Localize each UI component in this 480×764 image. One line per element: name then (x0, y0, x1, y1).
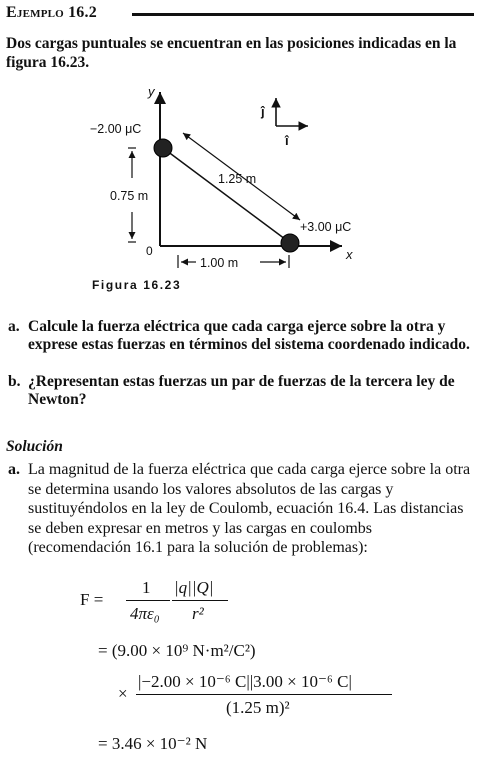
solution-part-a-text: La magnitud de la fuerza eléctrica que cada carga ejerce sobre la otra se determina usando los valores absolutos de las cargas y sustituyéndolos en la ley de Coulomb, ecuación 16.4. Las distancias se deben expresar en metros y las cargas en coulombs (recomendación 16.1 para la solución de problemas): (28, 461, 471, 556)
charge-positive (281, 234, 299, 252)
eq-frac2-den: r² (192, 604, 204, 623)
diagonal-label: 1.25 m (218, 172, 257, 186)
question-b (8, 373, 473, 409)
eq-frac1-bar (126, 600, 170, 601)
figure-16-23 (0, 70, 480, 280)
example-title: Ejemplo 16.2 (6, 4, 97, 21)
eq-frac2-num: |q||Q| (174, 578, 214, 597)
vertical-label: 0.75 m (110, 189, 149, 203)
unit-j-label: ĵ (261, 104, 265, 119)
eq-frac1-num: 1 (142, 578, 151, 597)
eq-frac1-den: 4πε₀ (130, 604, 160, 623)
unit-i-label: î (285, 133, 289, 148)
solution-part-a-label: a. (8, 461, 20, 478)
question-a-text: Calcule la fuerza eléctrica que cada carga ejerce sobre la otra y exprese estas fuerzas en términos del sistema coordenado indicado. (28, 318, 470, 353)
question-a-label: a. (8, 318, 20, 335)
solution-title: Solución (6, 438, 63, 455)
charge-negative (154, 139, 172, 157)
eq-frac3-den: (1.25 m)² (226, 698, 290, 717)
eq-lhs: F = (80, 590, 104, 609)
question-b-label: b. (8, 373, 21, 390)
solution-part-a (8, 460, 474, 558)
eq-frac3-bar (136, 694, 392, 695)
question-b-text: ¿Representan estas fuerzas un par de fuerzas de la tercera ley de Newton? (28, 373, 455, 408)
horizontal-label: 1.00 m (200, 256, 239, 270)
eq-result: = 3.46 × 10⁻² N (98, 734, 208, 753)
origin-label: 0 (146, 244, 153, 258)
problem-statement: Dos cargas puntuales se encuentran en las posiciones indicadas en la figura 16.23. (6, 35, 457, 71)
figure-caption: Figura 16.23 (92, 278, 182, 292)
eq-frac2-bar (172, 600, 228, 601)
eq-frac3-num: |−2.00 × 10⁻⁶ C||3.00 × 10⁻⁶ C| (138, 672, 352, 691)
header-rule (132, 13, 474, 16)
x-axis-label: x (346, 247, 353, 262)
charge-top-label: −2.00 μC (90, 122, 142, 136)
charge-right-label: +3.00 μC (300, 220, 352, 234)
eq-line2: = (9.00 × 10⁹ N·m²/C²) (98, 641, 256, 660)
y-axis-label: y (148, 84, 155, 99)
separation-line (163, 148, 289, 242)
question-a (8, 318, 473, 354)
eq-times: × (118, 684, 128, 703)
